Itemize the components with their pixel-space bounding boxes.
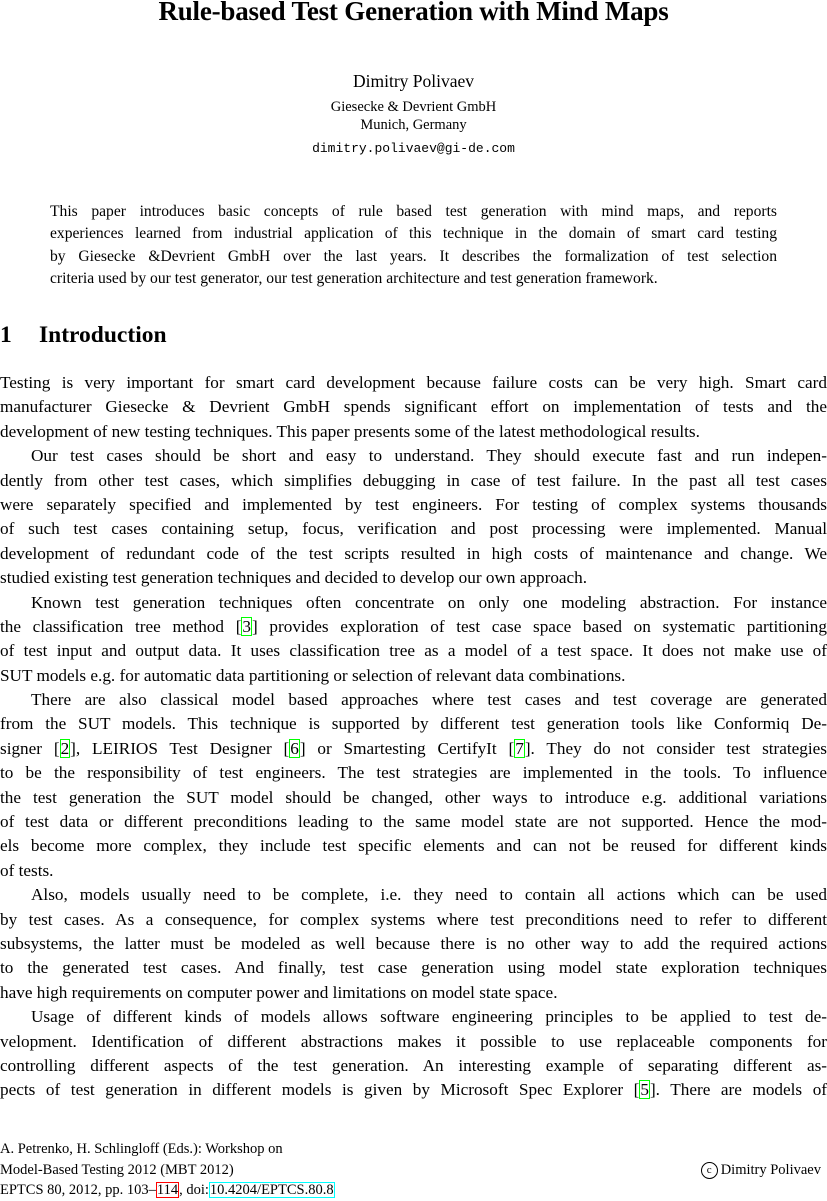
body-line: studied existing test generation techniques and decided to develop our own approach.	[0, 568, 588, 588]
footer-line-2: Model-Based Testing 2012 (MBT 2012)	[0, 1161, 234, 1178]
text-run: the classification tree method [	[0, 616, 242, 636]
footer-line-3	[0, 1180, 335, 1201]
body-line: development of new testing techniques. This paper presents some of the latest methodological results.	[0, 421, 700, 441]
text-run: signer [	[0, 738, 60, 758]
body-line: of test data or different preconditions leading to the same model state are not supported. Hence the mod-	[0, 812, 827, 832]
body-line: have high requirements on computer power and limitations on model state space.	[0, 982, 558, 1002]
body-line	[0, 737, 827, 761]
text-run: ]. There are models of	[649, 1080, 827, 1100]
author-name: Dimitry Polivaev	[352, 71, 475, 91]
body-line: of tests.	[0, 860, 54, 880]
abstract-line: This paper introduces basic concepts of rule based test generation with mind maps, and reports	[50, 203, 777, 220]
body-line	[0, 615, 827, 639]
copyright-icon: c	[701, 1162, 718, 1179]
text-run: ] provides exploration of test case space based on systematic partitioning	[252, 616, 827, 636]
copyright-holder: Dimitry Polivaev	[720, 1162, 821, 1178]
body-line: of test input and output data. It uses classification tree as a model of a test space. It does not make use of	[0, 641, 827, 661]
body-line: the test generation the SUT model should be changed, other ways to introduce e.g. additional variations	[0, 787, 827, 807]
footer-line-1: A. Petrenko, H. Schlingloff (Eds.): Workshop on	[0, 1141, 283, 1157]
body-line: dently from other test cases, which simplifies debugging in case of test failure. In the past all test cases	[0, 470, 827, 490]
body-line: manufacturer Giesecke & Devrient GmbH spends significant effort on implementation of tests and the	[0, 397, 827, 417]
footer-copyright	[701, 1160, 821, 1181]
abstract-line: experiences learned from industrial application of this technique in the domain of smart card testing	[50, 225, 777, 243]
body-line: Known test generation techniques often concentrate on only one modeling abstraction. For instance	[31, 592, 827, 612]
section-title: Introduction	[39, 322, 167, 348]
body-line: SUT models e.g. for automatic data partitioning or selection of relevant data combinations.	[0, 665, 626, 685]
author-email[interactable]: dimitry.polivaev@gi-de.com	[312, 141, 515, 156]
section-heading	[0, 320, 167, 350]
body-line: Our test cases should be short and easy to understand. They should execute fast and run indepen-	[31, 446, 827, 466]
citation-link[interactable]: 2	[60, 738, 70, 758]
body-line: Usage of different kinds of models allows software engineering principles to be applied to test de-	[31, 1007, 827, 1027]
citation-link[interactable]: 6	[290, 738, 299, 758]
abstract	[50, 201, 777, 290]
body-line: There are also classical model based approaches where test cases and test coverage are generated	[31, 690, 827, 710]
citation-link[interactable]: 3	[242, 616, 252, 636]
body-line: Testing is very important for smart card development because failure costs can be very high. Smart card	[0, 373, 827, 392]
text-run: ]. They do not consider test strategies	[524, 738, 827, 758]
body-line: to the generated test cases. And finally, test case generation using model state exploration techniques	[0, 958, 827, 978]
body-line: Also, models usually need to be complete, i.e. they need to contain all actions which can be used	[31, 885, 827, 905]
body-line: from the SUT models. This technique is supported by different test generation tools like Conformiq De-	[0, 714, 827, 734]
body-line: were separately specified and implemented by test engineers. For testing of complex systems thousands	[0, 494, 827, 514]
body-line	[0, 1078, 827, 1102]
section-number: 1	[0, 322, 12, 348]
body-line: of such test cases containing setup, focus, verification and post processing were implemented. Manual	[0, 519, 827, 539]
page-range-link[interactable]: 114	[156, 1182, 179, 1198]
abstract-line: criteria used by our test generator, our test generation architecture and test generation framework.	[50, 269, 658, 287]
text-run: ], LEIRIOS Test Designer [	[70, 738, 290, 758]
doi-link[interactable]: 10.4204/EPTCS.80.8	[209, 1182, 334, 1198]
citation-link[interactable]: 7	[515, 738, 524, 758]
text-run: EPTCS 80, 2012, pp. 103–	[0, 1182, 156, 1198]
text-run: , doi:	[179, 1182, 209, 1198]
affiliation-line-1: Giesecke & Devrient GmbH	[330, 99, 497, 115]
body-line: subsystems, the latter must be modeled as well because there is no other way to add the required actions	[0, 933, 827, 953]
body-line: by test cases. As a consequence, for complex systems where test preconditions need to refer to different	[0, 909, 827, 929]
body-line: to be the responsibility of test engineers. The test strategies are implemented in the tools. To influence	[0, 763, 827, 783]
text-run: pects of test generation in different models is given by Microsoft Spec Explorer [	[0, 1080, 640, 1100]
body-text	[0, 371, 827, 1103]
body-line: controlling different aspects of the test generation. An interesting example of separating different as-	[0, 1055, 827, 1075]
text-run: ] or Smartesting CertifyIt [	[299, 738, 515, 758]
affiliation-line-2: Munich, Germany	[360, 117, 467, 133]
footer-publication-info	[0, 1139, 335, 1201]
abstract-line: by Giesecke &Devrient GmbH over the last years. It describes the formalization of test selection	[50, 247, 777, 265]
paper-title: Rule-based Test Generation with Mind Maps	[158, 0, 669, 26]
body-line: els become more complex, they include test specific elements and can not be reused for different kinds	[0, 836, 827, 856]
citation-link[interactable]: 5	[640, 1080, 649, 1100]
body-line: velopment. Identification of different abstractions makes it possible to use replaceable components for	[0, 1031, 827, 1051]
body-line: development of redundant code of the test scripts resulted in high costs of maintenance and change. We	[0, 543, 827, 563]
affiliation	[0, 98, 827, 134]
